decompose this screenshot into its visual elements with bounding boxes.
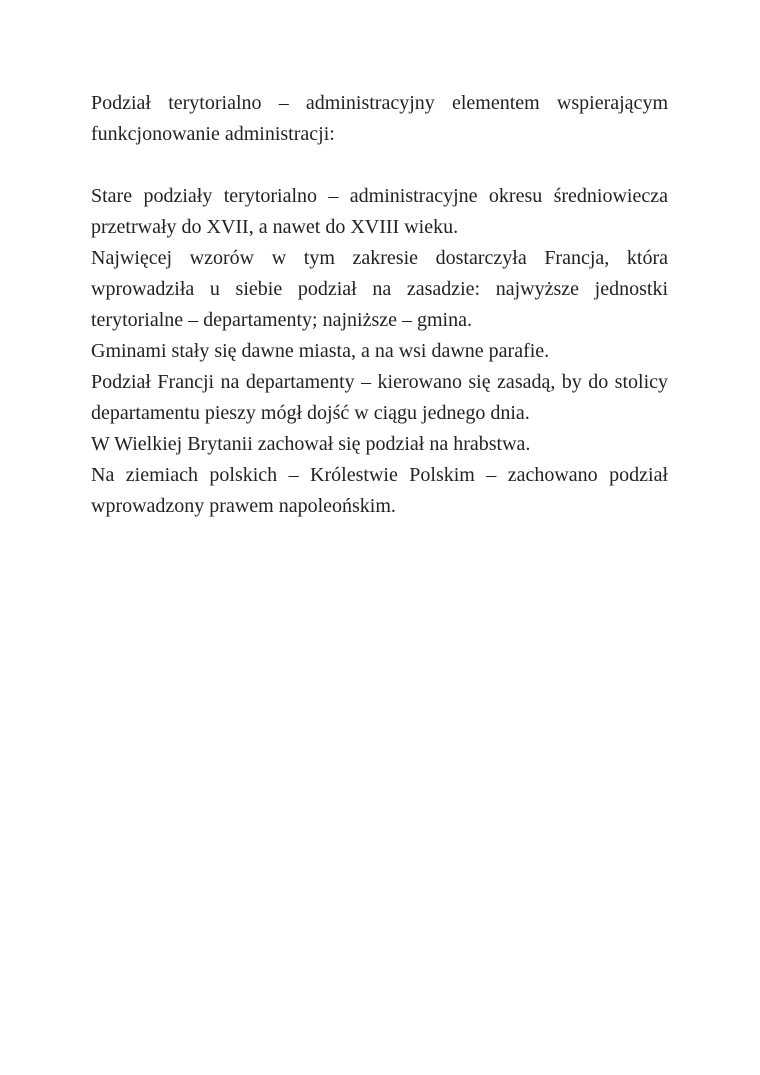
- paragraph-britain-counties: W Wielkiej Brytanii zachował się podział na hrabstwa.: [91, 433, 531, 455]
- paragraph-polish-lands: Na ziemiach polskich – Królestwie Polskim – zachowano podział wprowadzony prawem napoleońskim.: [91, 464, 668, 517]
- paragraph-departments-rule: Podział Francji na departamenty – kierowano się zasadą, by do stolicy departamentu pieszy mógł dojść w ciągu jednego dnia.: [91, 371, 668, 424]
- document-body-text: [91, 88, 668, 522]
- paragraph-old-divisions: Stare podziały terytorialno – administracyjne okresu średniowiecza przetrwały do XVII, a nawet do XVIII wieku.: [91, 185, 668, 238]
- paragraph-gminy: Gminami stały się dawne miasta, a na wsi dawne parafie.: [91, 340, 550, 362]
- paragraph-france-model: Najwięcej wzorów w tym zakresie dostarczyła Francja, która wprowadziła u siebie podział na zasadzie: najwyższe jednostki terytorialne – departamenty; najniższe – gmina.: [91, 247, 668, 331]
- paragraph-intro: Podział terytorialno – administracyjny elementem wspierającym funkcjonowanie administracji:: [91, 92, 668, 145]
